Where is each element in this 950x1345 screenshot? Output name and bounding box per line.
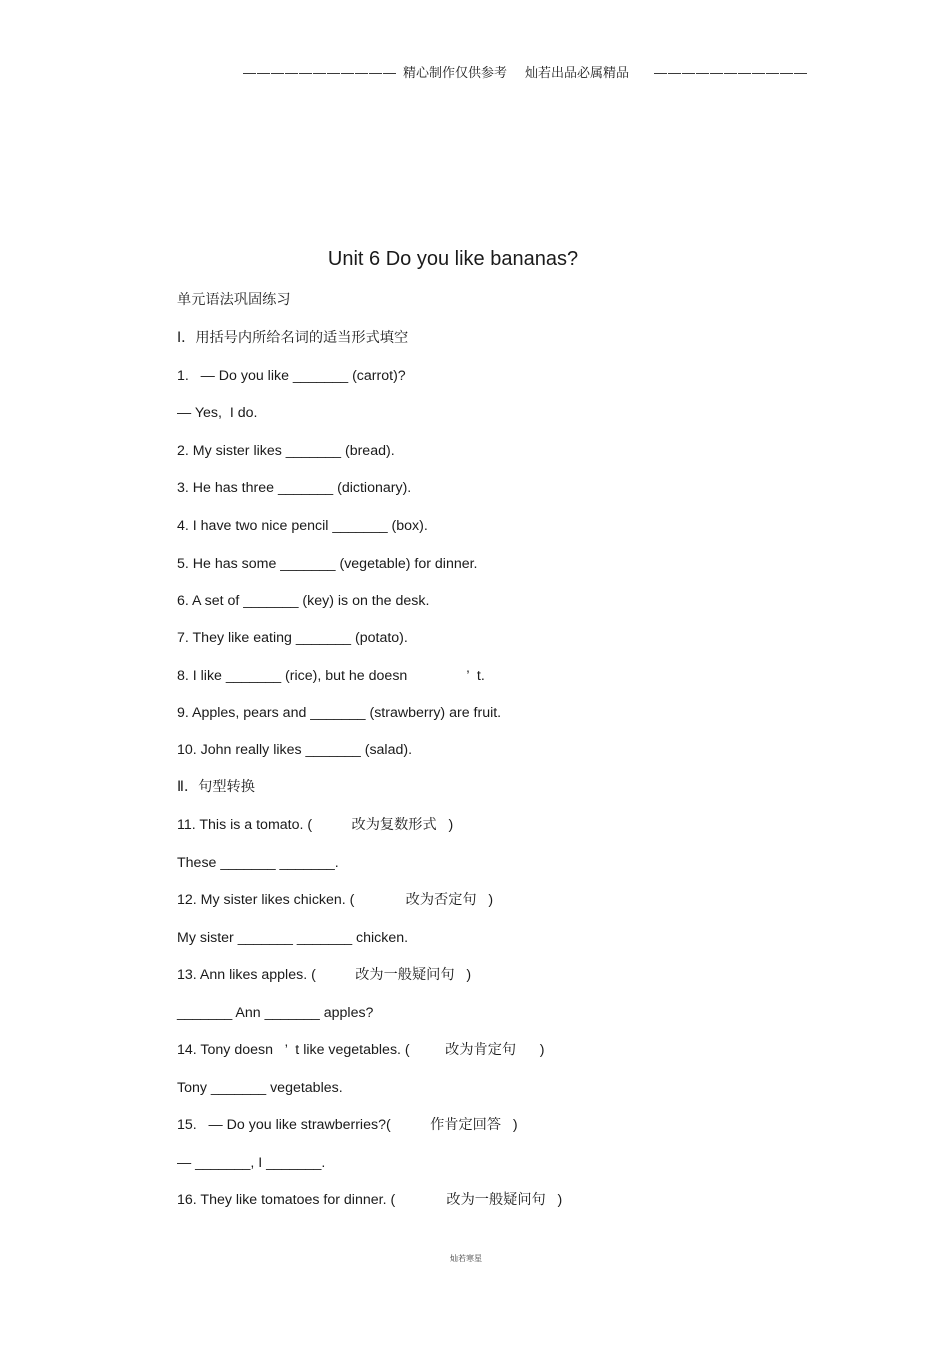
exercise-item: 4. I have two nice pencil _______ (box).	[177, 518, 428, 534]
subtitle: 单元语法巩固练习	[177, 292, 291, 308]
page-footer: 灿若寒星	[450, 1254, 482, 1263]
exercise-item: 15. — Do you like strawberries?( 作肯定回答 )	[177, 1117, 518, 1133]
page-title: Unit 6 Do you like bananas?	[327, 248, 579, 270]
exercise-answer: — _______, I _______.	[177, 1155, 326, 1171]
header-text-2: 灿若出品必属精品	[525, 65, 630, 80]
exercise-item: 9. Apples, pears and _______ (strawberry) are fruit.	[177, 705, 502, 721]
exercise-item: 14. Tony doesn ’ t like vegetables. ( 改为肯定句 )	[177, 1042, 545, 1058]
exercise-item: 2. My sister likes _______ (bread).	[177, 443, 395, 459]
exercise-item: 5. He has some _______ (vegetable) for dinner.	[177, 556, 478, 572]
exercise-answer: These _______ _______.	[177, 855, 339, 871]
section-2-heading: Ⅱ．句型转换	[177, 779, 255, 795]
exercise-item: 1. — Do you like _______ (carrot)?	[177, 368, 406, 384]
exercise-answer: Tony _______ vegetables.	[177, 1080, 343, 1096]
header-dashes-right: ———————————	[654, 65, 808, 80]
exercise-item: 13. Ann likes apples. ( 改为一般疑问句 )	[177, 967, 472, 983]
exercise-item: 3. He has three _______ (dictionary).	[177, 480, 412, 496]
exercise-item: 12. My sister likes chicken. ( 改为否定句 )	[177, 892, 494, 908]
exercise-item: 11. This is a tomato. ( 改为复数形式 )	[177, 817, 454, 833]
exercise-item: 7. They like eating _______ (potato).	[177, 630, 408, 646]
exercise-answer: My sister _______ _______ chicken.	[177, 930, 409, 946]
page-header	[0, 64, 950, 82]
section-1-heading: Ⅰ．用括号内所给名词的适当形式填空	[177, 330, 409, 346]
exercise-item: 6. A set of _______ (key) is on the desk.	[177, 593, 430, 609]
exercise-item: 8. I like _______ (rice), but he doesn ’ t.	[177, 668, 485, 684]
exercise-item: 16. They like tomatoes for dinner. ( 改为一般疑问句 )	[177, 1192, 563, 1208]
exercise-answer: _______ Ann _______ apples?	[177, 1005, 374, 1021]
exercise-item: 10. John really likes _______ (salad).	[177, 742, 413, 758]
exercise-answer: — Yes, I do.	[177, 405, 258, 421]
header-text-1: 精心制作仅供参考	[403, 65, 508, 80]
header-dashes-left: ———————————	[243, 65, 397, 80]
